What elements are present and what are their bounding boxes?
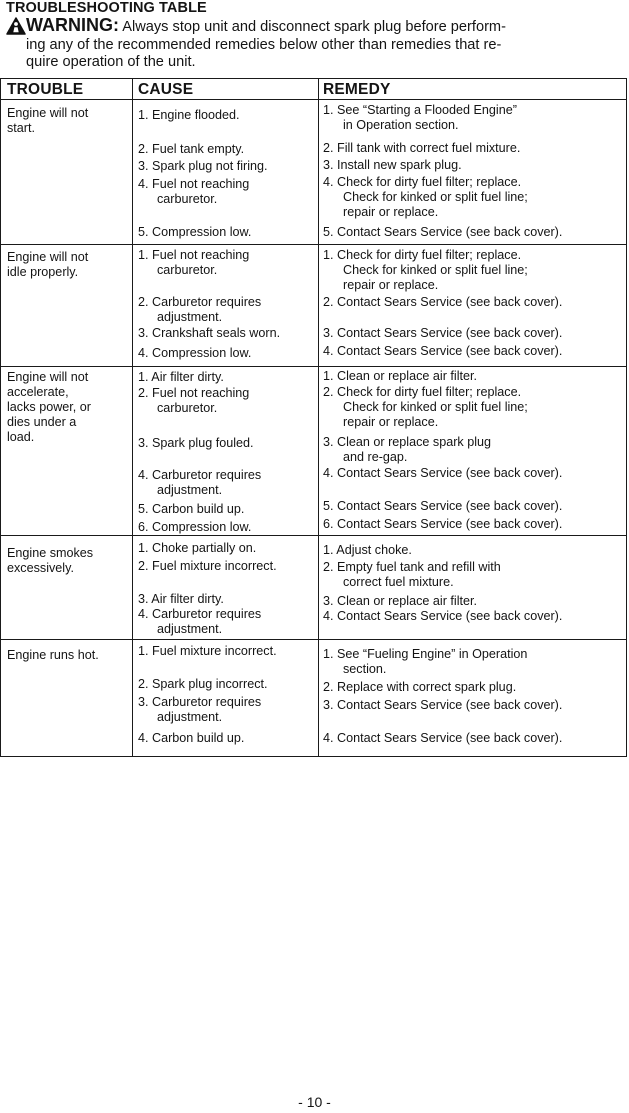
- remedy-text: 2. Replace with correct spark plug.: [323, 680, 517, 694]
- remedy-text: 3. Contact Sears Service (see back cover).: [323, 326, 563, 340]
- trouble-text: Engine will not: [7, 250, 89, 264]
- header-remedy: REMEDY: [323, 81, 391, 98]
- cause-text: 3. Air filter dirty.: [138, 592, 224, 606]
- cause-text: 2. Fuel tank empty.: [138, 142, 245, 156]
- row-divider: [1, 244, 626, 245]
- trouble-text: Engine will not: [7, 106, 89, 120]
- remedy-text: 2. Empty fuel tank and refill with: [323, 560, 501, 574]
- remedy-text: repair or replace.: [343, 205, 439, 219]
- remedy-text: 1. See “Fueling Engine” in Operation: [323, 647, 528, 661]
- warning-triangle-icon: [6, 17, 26, 35]
- cause-text: 4. Carbon build up.: [138, 731, 245, 745]
- column-divider: [132, 79, 133, 756]
- trouble-text: idle properly.: [7, 265, 79, 279]
- cause-text: 1. Engine flooded.: [138, 108, 240, 122]
- cause-text: adjustment.: [157, 710, 223, 724]
- remedy-text: 4. Contact Sears Service (see back cover).: [323, 466, 563, 480]
- warning-text-line: quire operation of the unit.: [26, 54, 196, 70]
- remedy-text: repair or replace.: [343, 415, 439, 429]
- remedy-text: 5. Contact Sears Service (see back cover).: [323, 225, 563, 239]
- cause-text: carburetor.: [157, 192, 218, 206]
- remedy-text: 3. Clean or replace air filter.: [323, 594, 477, 608]
- remedy-text: in Operation section.: [343, 118, 459, 132]
- remedy-text: 3. Install new spark plug.: [323, 158, 462, 172]
- remedy-text: 1. Adjust choke.: [323, 543, 412, 557]
- cause-text: 2. Fuel not reaching: [138, 386, 250, 400]
- cause-text: adjustment.: [157, 622, 223, 636]
- cause-text: 4. Fuel not reaching: [138, 177, 250, 191]
- cause-text: 4. Carburetor requires: [138, 468, 262, 482]
- remedy-text: section.: [343, 662, 387, 676]
- cause-text: 5. Compression low.: [138, 225, 252, 239]
- cause-text: 2. Carburetor requires: [138, 295, 262, 309]
- trouble-text: Engine will not: [7, 370, 89, 384]
- remedy-text: 1. Clean or replace air filter.: [323, 369, 477, 383]
- remedy-text: 3. Contact Sears Service (see back cover).: [323, 698, 563, 712]
- remedy-text: 5. Contact Sears Service (see back cover).: [323, 499, 563, 513]
- cause-text: 3. Crankshaft seals worn.: [138, 326, 281, 340]
- cause-text: carburetor.: [157, 401, 218, 415]
- cause-text: 3. Spark plug fouled.: [138, 436, 254, 450]
- cause-text: 3. Spark plug not firing.: [138, 159, 268, 173]
- remedy-text: Check for kinked or split fuel line;: [343, 190, 528, 204]
- header-trouble: TROUBLE: [7, 81, 84, 98]
- page-number: - 10 -: [298, 1094, 331, 1110]
- cause-text: 2. Fuel mixture incorrect.: [138, 559, 277, 573]
- remedy-text: 1. See “Starting a Flooded Engine”: [323, 103, 517, 117]
- row-divider: [1, 366, 626, 367]
- trouble-text: lacks power, or: [7, 400, 91, 414]
- remedy-text: repair or replace.: [343, 278, 439, 292]
- remedy-text: 4. Contact Sears Service (see back cover).: [323, 344, 563, 358]
- trouble-text: dies under a: [7, 415, 77, 429]
- remedy-text: Check for kinked or split fuel line;: [343, 400, 528, 414]
- trouble-text: Engine smokes: [7, 546, 94, 560]
- trouble-text: Engine runs hot.: [7, 648, 99, 662]
- warning-text-line: ing any of the recommended remedies below other than remedies that re-: [26, 37, 502, 53]
- remedy-text: 2. Contact Sears Service (see back cover).: [323, 295, 563, 309]
- remedy-text: 1. Check for dirty fuel filter; replace.: [323, 248, 522, 262]
- cause-text: 4. Compression low.: [138, 346, 252, 360]
- warning-text-line: Always stop unit and disconnect spark plug before perform-: [122, 19, 506, 35]
- troubleshooting-table: [0, 78, 627, 757]
- page-title: TROUBLESHOOTING TABLE: [6, 0, 207, 16]
- trouble-text: load.: [7, 430, 35, 444]
- remedy-text: 2. Check for dirty fuel filter; replace.: [323, 385, 522, 399]
- header-cause: CAUSE: [138, 81, 194, 98]
- remedy-text: 4. Check for dirty fuel filter; replace.: [323, 175, 522, 189]
- trouble-text: start.: [7, 121, 35, 135]
- cause-text: adjustment.: [157, 310, 223, 324]
- remedy-text: correct fuel mixture.: [343, 575, 454, 589]
- row-divider: [1, 535, 626, 536]
- cause-text: 6. Compression low.: [138, 520, 252, 534]
- warning-label: WARNING:: [26, 15, 119, 35]
- remedy-text: 4. Contact Sears Service (see back cover).: [323, 609, 563, 623]
- cause-text: 2. Spark plug incorrect.: [138, 677, 268, 691]
- remedy-text: 3. Clean or replace spark plug: [323, 435, 492, 449]
- remedy-text: Check for kinked or split fuel line;: [343, 263, 528, 277]
- cause-text: 1. Fuel mixture incorrect.: [138, 644, 277, 658]
- cause-text: carburetor.: [157, 263, 218, 277]
- remedy-text: 4. Contact Sears Service (see back cover).: [323, 731, 563, 745]
- cause-text: 1. Air filter dirty.: [138, 370, 224, 384]
- cause-text: 1. Choke partially on.: [138, 541, 257, 555]
- header-divider: [1, 99, 626, 100]
- row-divider: [1, 639, 626, 640]
- remedy-text: and re-gap.: [343, 450, 408, 464]
- cause-text: 5. Carbon build up.: [138, 502, 245, 516]
- remedy-text: 2. Fill tank with correct fuel mixture.: [323, 141, 521, 155]
- cause-text: adjustment.: [157, 483, 223, 497]
- cause-text: 1. Fuel not reaching: [138, 248, 250, 262]
- trouble-text: excessively.: [7, 561, 74, 575]
- column-divider: [318, 79, 319, 756]
- trouble-text: accelerate,: [7, 385, 69, 399]
- remedy-text: 6. Contact Sears Service (see back cover).: [323, 517, 563, 531]
- cause-text: 3. Carburetor requires: [138, 695, 262, 709]
- cause-text: 4. Carburetor requires: [138, 607, 262, 621]
